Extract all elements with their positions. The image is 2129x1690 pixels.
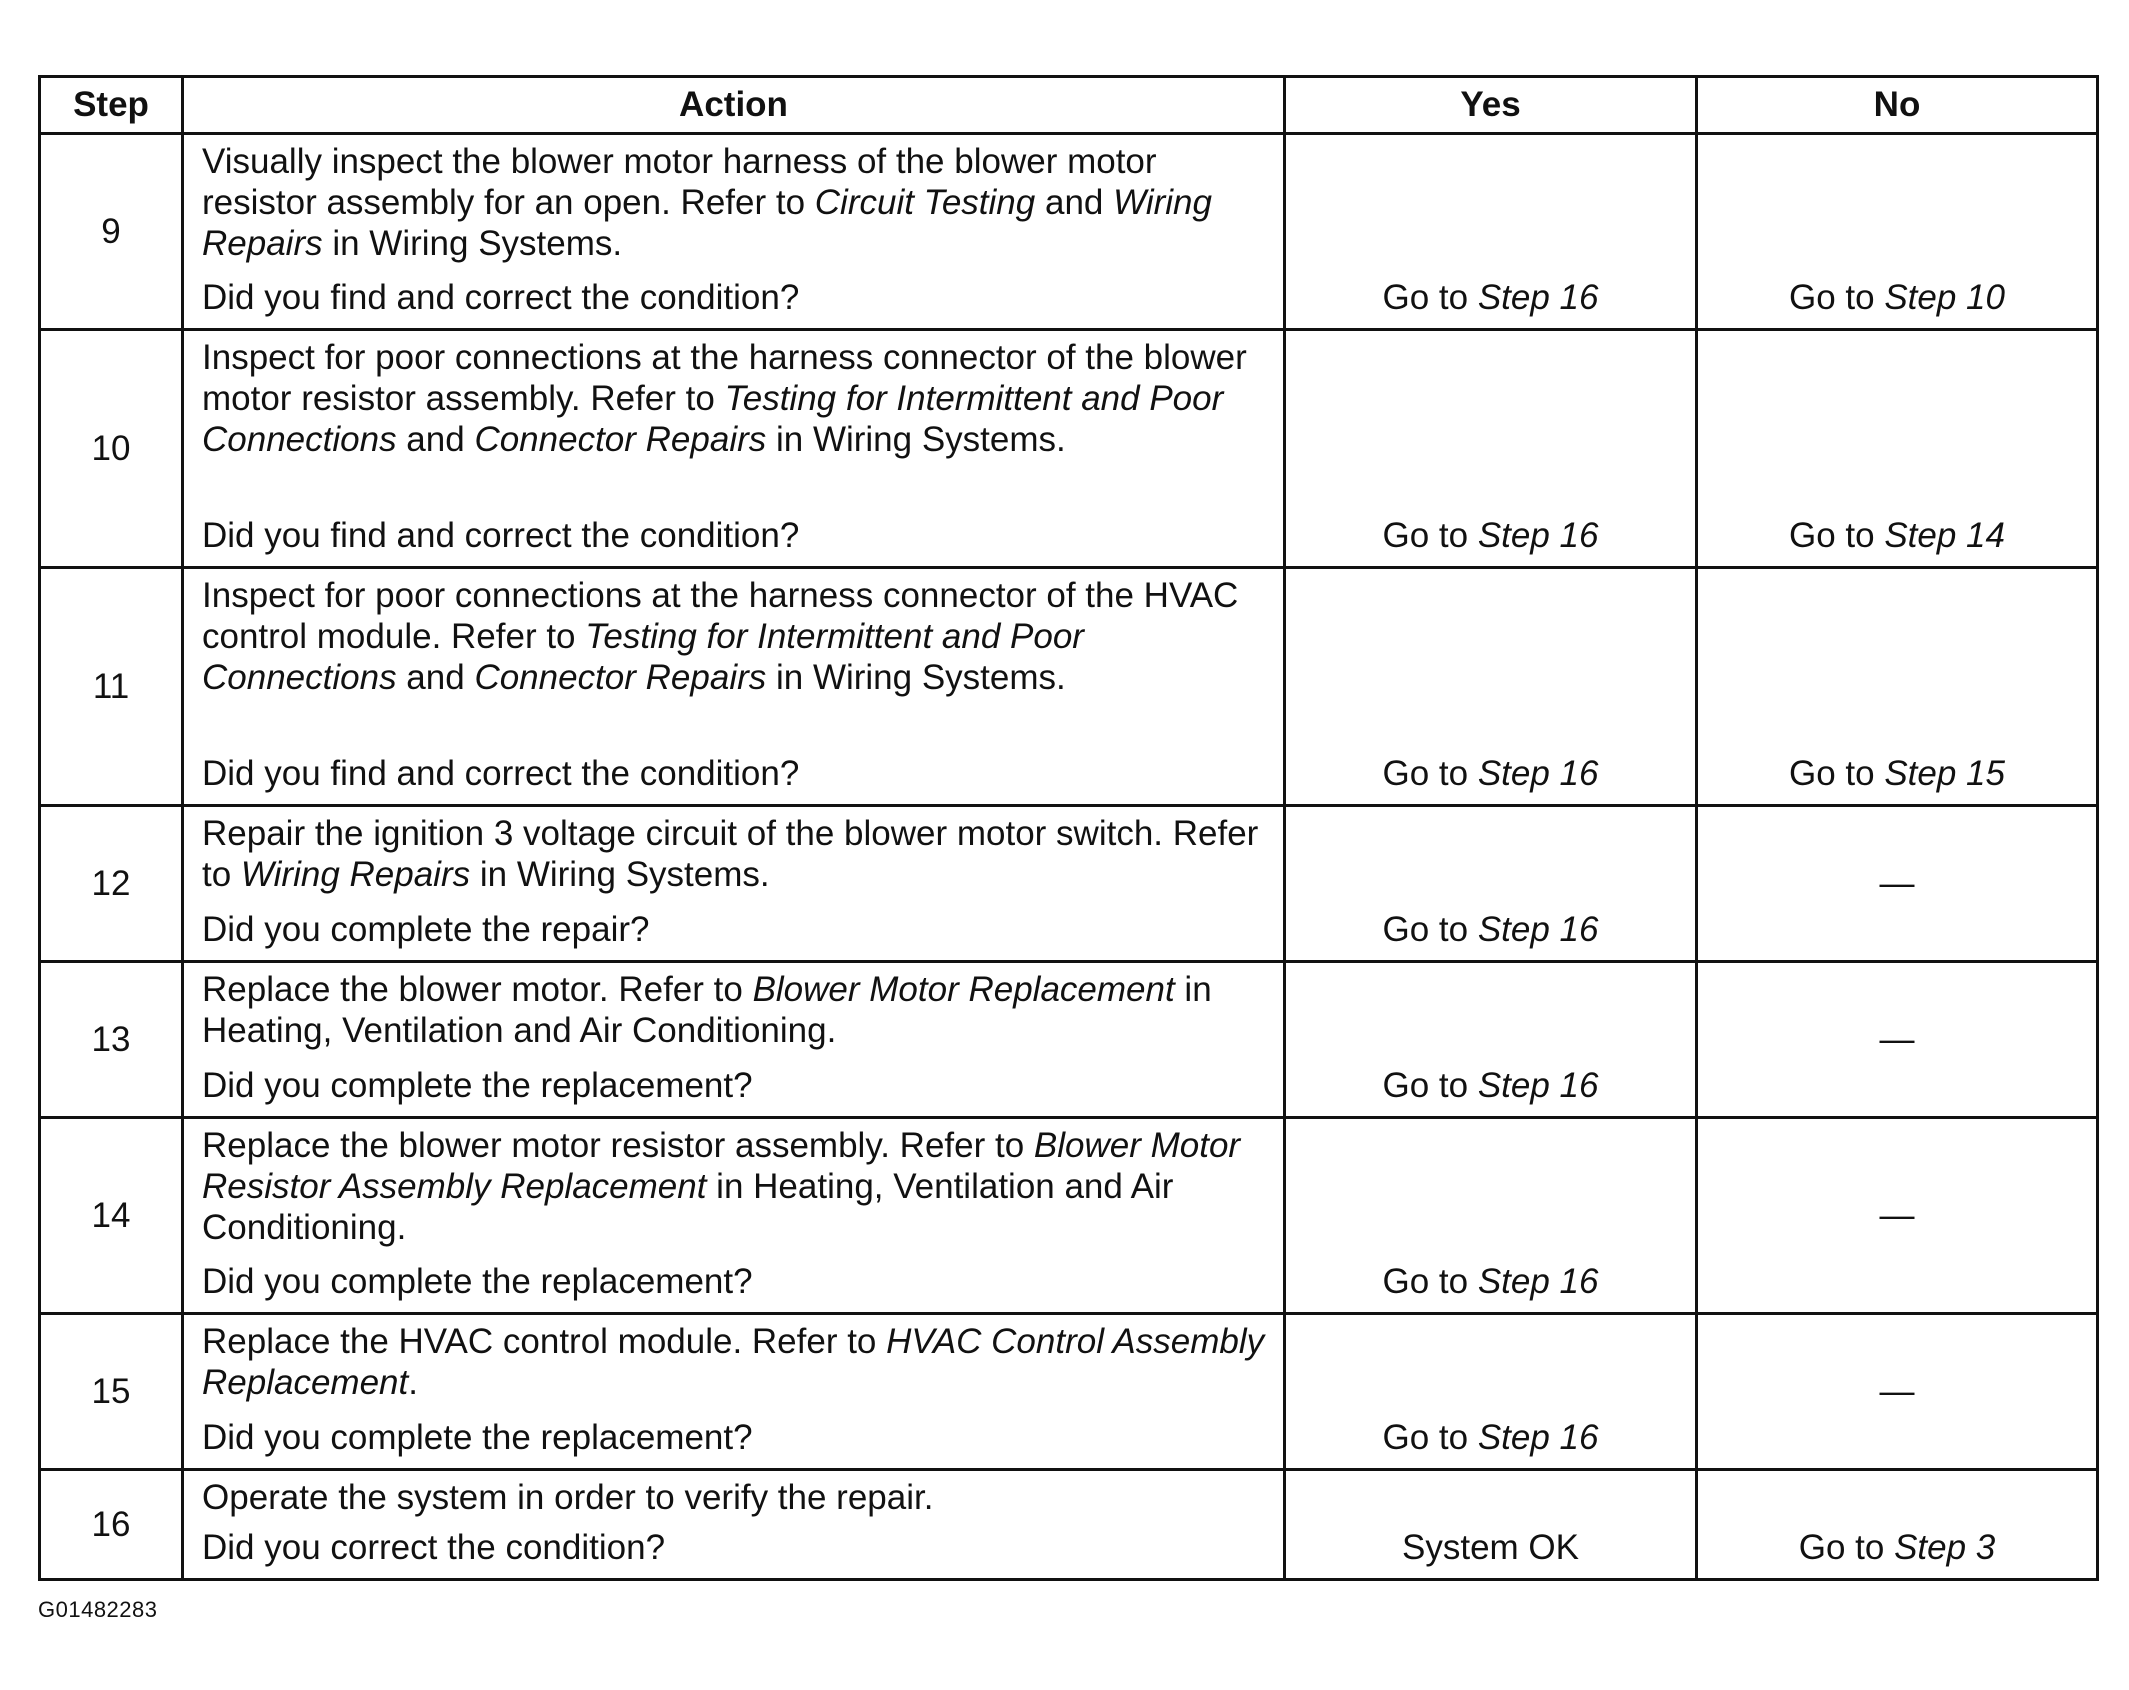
text-run: Go to	[1382, 754, 1478, 793]
italic-reference: Step 14	[1884, 516, 2005, 555]
action-question: Did you complete the replacement?	[202, 1418, 753, 1457]
action-question: Did you find and correct the condition?	[202, 754, 800, 793]
text-run: Inspect for poor connections at the harness connector of the blower motor resistor assembly. Refer to	[202, 338, 1247, 418]
header-step: Step	[40, 77, 183, 134]
yes-result	[1285, 330, 1697, 568]
no-result	[1697, 134, 2098, 330]
yes-result	[1285, 1314, 1697, 1470]
header-action: Action	[183, 77, 1285, 134]
text-run: —	[1879, 1371, 1915, 1411]
italic-reference: Step 15	[1884, 754, 2005, 793]
action-content	[202, 1119, 1267, 1312]
text-run: Go to	[1382, 1418, 1478, 1457]
action-cell	[183, 568, 1285, 806]
no-result	[1697, 330, 2098, 568]
italic-reference: Step 16	[1477, 1066, 1599, 1105]
action-instruction	[202, 331, 1267, 460]
action-question: Did you find and correct the condition?	[202, 516, 800, 555]
italic-reference: HVAC Control Assembly Replacement	[202, 1322, 1265, 1402]
table-row	[40, 330, 2098, 568]
yes-result	[1285, 1470, 1697, 1580]
action-question: Did you complete the repair?	[202, 910, 650, 949]
no-result	[1697, 962, 2098, 1118]
text-run: and	[1035, 183, 1114, 222]
table-row	[40, 1470, 2098, 1580]
text-run: Replace the blower motor. Refer to	[202, 970, 753, 1009]
table-row	[40, 962, 2098, 1118]
action-content	[202, 807, 1267, 960]
no-result	[1697, 568, 2098, 806]
action-instruction	[202, 135, 1267, 264]
italic-reference: Testing for Intermittent and Poor Connections	[202, 617, 1084, 697]
diagnostic-table	[38, 75, 2099, 1581]
text-run: Inspect for poor connections at the harness connector of the HVAC control module. Refer to	[202, 576, 1239, 656]
table-row	[40, 134, 2098, 330]
text-run: —	[1879, 1019, 1915, 1059]
text-run: Go to	[1382, 1262, 1478, 1301]
italic-reference: Blower Motor Replacement	[752, 970, 1175, 1009]
italic-reference: Circuit Testing	[814, 183, 1036, 222]
italic-reference: Step 16	[1477, 910, 1599, 949]
italic-reference: Step 16	[1477, 754, 1599, 793]
action-cell	[183, 330, 1285, 568]
italic-reference: Step 16	[1477, 1262, 1599, 1301]
text-run: Go to	[1789, 278, 1885, 317]
action-cell	[183, 806, 1285, 962]
text-run: System OK	[1402, 1528, 1579, 1567]
text-run: Go to	[1798, 1528, 1895, 1567]
text-run: Operate the system in order to verify the repair.	[202, 1478, 934, 1517]
action-instruction	[202, 1315, 1267, 1403]
no-result	[1697, 806, 2098, 962]
step-number: 16	[40, 1470, 183, 1580]
text-run: Go to	[1789, 516, 1885, 555]
italic-reference: Connector Repairs	[474, 420, 767, 459]
step-number: 9	[40, 134, 183, 330]
text-run: in Wiring Systems.	[322, 224, 623, 263]
action-question: Did you correct the condition?	[202, 1528, 666, 1567]
step-number: 14	[40, 1118, 183, 1314]
table-row	[40, 806, 2098, 962]
italic-reference: Step 16	[1477, 1418, 1599, 1457]
text-run: Visually inspect the blower motor harness of the blower motor resistor assembly for an open. Refer to	[202, 142, 1157, 222]
action-content	[202, 135, 1267, 328]
table-row	[40, 1118, 2098, 1314]
action-question: Did you complete the replacement?	[202, 1066, 753, 1105]
italic-reference: Wiring Repairs	[240, 855, 471, 894]
action-content	[202, 1315, 1267, 1468]
text-run: .	[408, 1363, 418, 1402]
text-run: Go to	[1382, 1066, 1478, 1105]
italic-reference: Blower Motor Resistor Assembly Replacement	[202, 1126, 1241, 1206]
yes-result	[1285, 568, 1697, 806]
text-run: in Wiring Systems.	[766, 420, 1066, 459]
yes-result	[1285, 962, 1697, 1118]
yes-result	[1285, 806, 1697, 962]
no-result	[1697, 1118, 2098, 1314]
text-run: and	[396, 658, 475, 697]
action-content	[202, 1471, 1267, 1578]
action-cell	[183, 134, 1285, 330]
table-row	[40, 1314, 2098, 1470]
action-cell	[183, 962, 1285, 1118]
step-number: 11	[40, 568, 183, 806]
no-result	[1697, 1470, 2098, 1580]
action-instruction	[202, 569, 1267, 698]
text-run: —	[1879, 863, 1915, 903]
text-run: —	[1879, 1195, 1915, 1235]
italic-reference: Step 10	[1884, 278, 2005, 317]
italic-reference: Step 16	[1477, 516, 1599, 555]
table-row	[40, 568, 2098, 806]
italic-reference: Testing for Intermittent and Poor Connections	[202, 379, 1224, 459]
action-content	[202, 331, 1267, 566]
header-yes: Yes	[1285, 77, 1697, 134]
step-number: 12	[40, 806, 183, 962]
no-result	[1697, 1314, 2098, 1470]
text-run: Go to	[1382, 516, 1478, 555]
action-cell	[183, 1314, 1285, 1470]
text-run: in Heating, Ventilation and Air Conditioning.	[202, 1167, 1174, 1247]
action-question: Did you find and correct the condition?	[202, 278, 800, 317]
action-instruction	[202, 1471, 1267, 1518]
text-run: Replace the HVAC control module. Refer to	[202, 1322, 887, 1361]
italic-reference: Step 16	[1477, 278, 1599, 317]
text-run: and	[396, 420, 475, 459]
text-run: Go to	[1382, 910, 1478, 949]
action-cell	[183, 1470, 1285, 1580]
action-instruction	[202, 1119, 1267, 1248]
table-body	[40, 134, 2098, 1580]
text-run: in Wiring Systems.	[470, 855, 770, 894]
step-number: 15	[40, 1314, 183, 1470]
yes-result	[1285, 134, 1697, 330]
action-question: Did you complete the replacement?	[202, 1262, 753, 1301]
action-content	[202, 963, 1267, 1116]
text-run: in Heating, Ventilation and Air Conditioning.	[202, 970, 1212, 1050]
text-run: Go to	[1789, 754, 1885, 793]
action-content	[202, 569, 1267, 804]
table-header-row	[40, 77, 2098, 134]
figure-id: G01482283	[38, 1597, 158, 1622]
italic-reference: Step 3	[1894, 1528, 1996, 1567]
header-no: No	[1697, 77, 2098, 134]
action-instruction	[202, 807, 1267, 895]
text-run: in Wiring Systems.	[766, 658, 1066, 697]
step-number: 13	[40, 962, 183, 1118]
italic-reference: Connector Repairs	[474, 658, 767, 697]
text-run: Replace the blower motor resistor assembly. Refer to	[202, 1126, 1034, 1165]
text-run: Repair the ignition 3 voltage circuit of the blower motor switch. Refer to	[202, 814, 1259, 894]
yes-result	[1285, 1118, 1697, 1314]
action-cell	[183, 1118, 1285, 1314]
action-instruction	[202, 963, 1267, 1051]
italic-reference: Wiring Repairs	[202, 183, 1212, 263]
step-number: 10	[40, 330, 183, 568]
text-run: Go to	[1382, 278, 1478, 317]
